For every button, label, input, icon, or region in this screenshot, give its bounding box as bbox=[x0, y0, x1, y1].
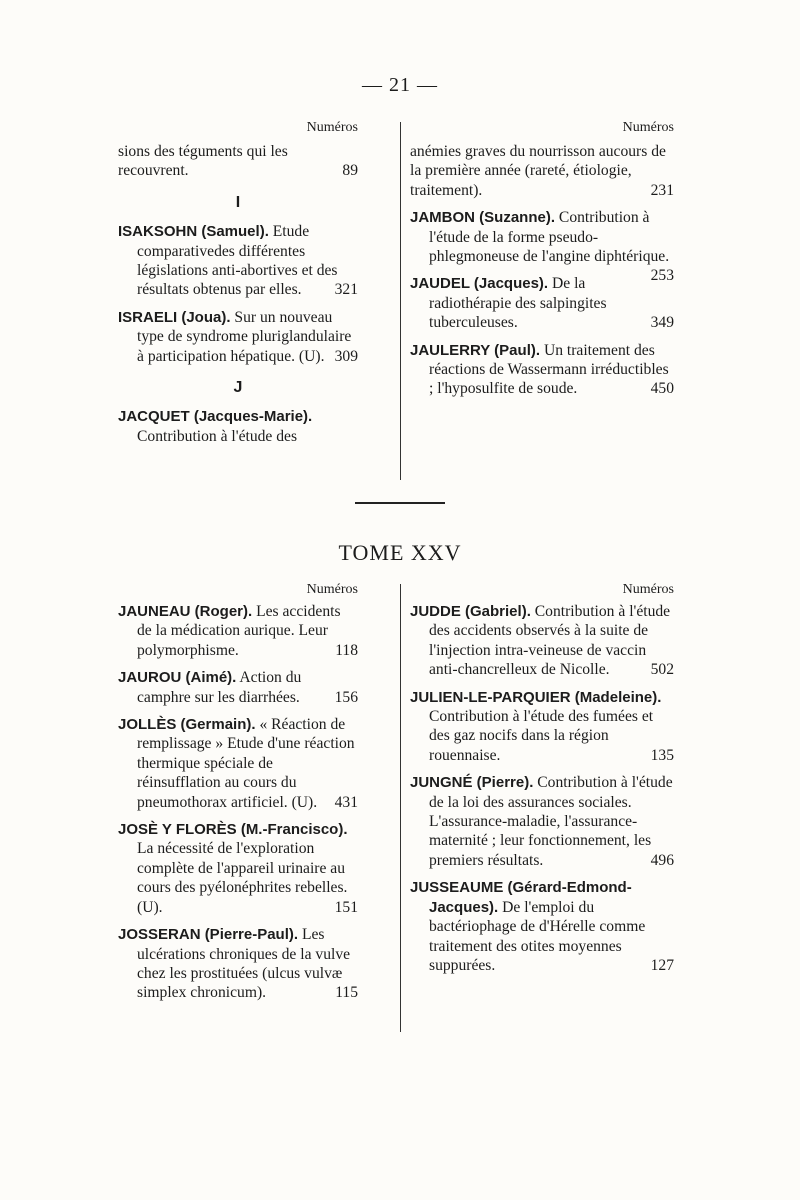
entry-number: 309 bbox=[334, 347, 358, 365]
thesis-title: « Réaction de remplissage » Etude d'une réaction thermique spéciale de réinsufflation au cours du pneumothorax artificiel. (U). bbox=[137, 716, 355, 811]
column-divider-bottom bbox=[400, 584, 401, 1032]
index-entry bbox=[410, 274, 674, 332]
tome-title: TOME XXV bbox=[338, 540, 462, 565]
author-name: JOLLÈS (Germain). bbox=[118, 716, 256, 734]
thesis-title: Contribution à l'étude des bbox=[137, 427, 298, 445]
continuation-text: anémies graves du nourrisson aucours de la première année (rareté, étiologie, traitement). 231 bbox=[410, 143, 674, 199]
thesis-title: Contribution à l'étude des accidents observés à la suite de l'injection intra-veineuse de vaccin anti-chancrelleux de Nicolle. bbox=[429, 603, 671, 679]
entry-number: 253 bbox=[650, 267, 674, 285]
index-entry bbox=[118, 925, 358, 1003]
entry-number: 89 bbox=[342, 162, 358, 180]
thesis-title: Sur un nouveau type de syndrome pluriglandulaire à participation hépatique. (U). bbox=[137, 308, 352, 365]
thesis-title: Contribution à l'étude des fumées et des gaz nocifs dans la région rouennaise. bbox=[429, 708, 654, 764]
entry-number: 496 bbox=[650, 851, 674, 869]
thesis-title: Un traitement des réactions de Wassermann irréductibles ; l'hyposulfite de soude. bbox=[429, 341, 669, 398]
author-name: JACQUET (Jacques-Marie). bbox=[118, 408, 313, 426]
author-name: JAUNEAU (Roger). bbox=[118, 603, 253, 620]
entry-number: 118 bbox=[335, 641, 358, 659]
section-divider bbox=[355, 502, 445, 504]
thesis-title: Etude comparativedes différentes législations anti-abortives et des résultats obtenus par elles. bbox=[137, 223, 338, 299]
thesis-title: Les accidents de la médication aurique. Leur polymorphisme. bbox=[137, 603, 341, 659]
entry-number: 151 bbox=[334, 898, 358, 916]
author-name: ISRAELI (Joua). bbox=[118, 308, 231, 326]
thesis-title: Action du camphre sur les diarrhées. bbox=[137, 669, 302, 706]
entry-number: 127 bbox=[650, 956, 674, 974]
index-entry bbox=[410, 602, 674, 680]
author-name: JAULERRY (Paul). bbox=[410, 341, 541, 359]
entry-number: 349 bbox=[650, 314, 674, 332]
author-name: JAMBON (Suzanne). bbox=[410, 209, 556, 227]
index-entry bbox=[410, 773, 674, 870]
index-entry bbox=[410, 878, 674, 975]
index-entry bbox=[410, 341, 674, 399]
author-name: JUNGNÉ (Pierre). bbox=[410, 774, 534, 792]
entry-number: 156 bbox=[334, 688, 358, 706]
right-column-header: Numéros bbox=[622, 120, 674, 135]
index-entry bbox=[118, 602, 358, 660]
thesis-title: Les ulcérations chroniques de la vulve chez les prostituées (ulcus vulvæ simplex chronicum). bbox=[137, 926, 351, 1002]
thesis-title: La nécessité de l'exploration complète de l'appareil urinaire au cours des pyélonéphrites rebelles. (U). bbox=[137, 840, 348, 916]
entry-number: 450 bbox=[650, 380, 674, 398]
author-name: JAUROU (Aimé). bbox=[118, 669, 237, 687]
continuation-text: sions des téguments qui les recouvrent. 89 bbox=[118, 143, 358, 180]
index-entry bbox=[118, 715, 358, 812]
right-column-top bbox=[410, 142, 674, 407]
author-name: JOSÈ Y FLORÈS (M.-Francisco). bbox=[118, 821, 348, 839]
author-name: JUSSEAUME (Gérard-Edmond-Jacques). bbox=[410, 879, 632, 916]
column-divider-top bbox=[400, 122, 401, 480]
author-name: ISAKSOHN (Samuel). bbox=[118, 223, 269, 241]
entry-number: 231 bbox=[650, 181, 674, 199]
left-column-header: Numéros bbox=[306, 120, 358, 135]
index-entry bbox=[118, 668, 358, 707]
author-name: JAUDEL (Jacques). bbox=[410, 275, 549, 293]
section-letter-j: J bbox=[233, 379, 243, 397]
author-name: JOSSERAN (Pierre-Paul). bbox=[118, 926, 299, 944]
entry-number: 431 bbox=[334, 793, 358, 811]
index-entry bbox=[118, 308, 358, 366]
entry-number: 135 bbox=[650, 746, 674, 764]
left-column-top bbox=[118, 142, 358, 454]
index-entry bbox=[118, 407, 358, 446]
thesis-title: Contribution à l'étude de la forme pseudo-phlegmoneuse de l'angine diphtérique. bbox=[429, 209, 670, 266]
thesis-title: Contribution à l'étude de la loi des assurances sociales. L'assurance-maladie, l'assurance-maternité ; leur fonctionnement, les premiers résultats. bbox=[429, 774, 673, 869]
page-number: — 21 — bbox=[362, 74, 438, 96]
entry-number: 321 bbox=[334, 281, 358, 299]
index-entry bbox=[410, 688, 674, 766]
entry-number: 115 bbox=[335, 984, 358, 1002]
index-entry bbox=[118, 222, 358, 300]
thesis-title: De la radiothérapie des salpingites tuberculeuses. bbox=[429, 275, 607, 332]
left-column-header: Numéros bbox=[306, 582, 358, 597]
right-column-bottom bbox=[410, 602, 674, 983]
right-column-header: Numéros bbox=[622, 582, 674, 597]
author-name: JULIEN-LE-PARQUIER (Madeleine). bbox=[410, 688, 662, 706]
author-name: JUDDE (Gabriel). bbox=[410, 603, 531, 620]
thesis-title: De l'emploi du bactériophage de d'Hérelle comme traitement des otites moyennes suppurées. bbox=[429, 898, 646, 974]
section-letter-i: I bbox=[235, 193, 241, 211]
left-column-bottom bbox=[118, 602, 358, 1011]
entry-number: 502 bbox=[650, 661, 674, 679]
index-entry bbox=[118, 820, 358, 917]
